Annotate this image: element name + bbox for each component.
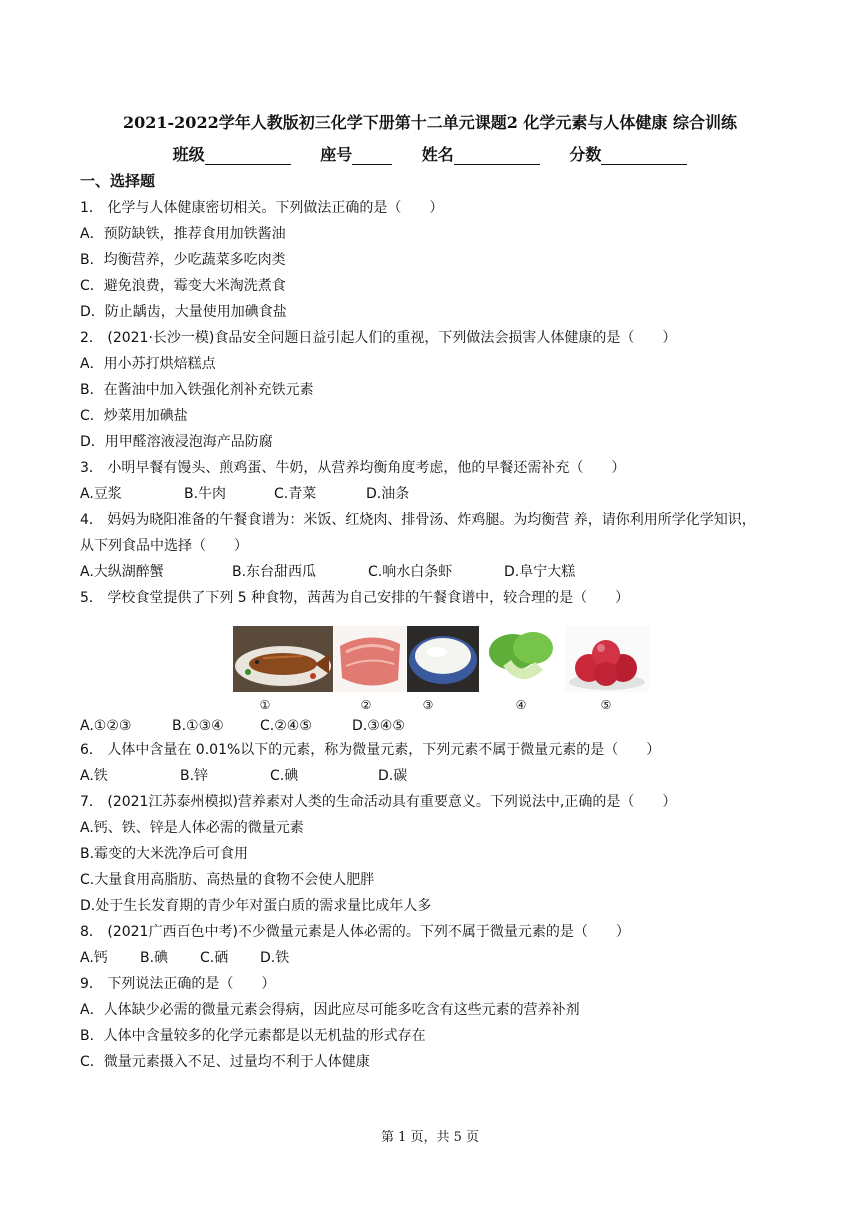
option: B．在酱油中加入铁强化剂补充铁元素: [80, 382, 314, 398]
option: D.碳: [378, 768, 408, 784]
option: C．微量元素摄入不足、过量均不利于人体健康: [80, 1054, 370, 1070]
option: C.硒: [200, 950, 229, 966]
options-row: [80, 562, 575, 582]
question-stem-continued: 从下列食品中选择（ ）: [80, 538, 248, 554]
page-footer: 第 1 页，共 5 页: [380, 1130, 480, 1145]
option: B．人体中含量较多的化学元素都是以无机盐的形式存在: [80, 1028, 426, 1044]
option: B.东台甜西瓜: [232, 564, 317, 580]
option: A.钙、铁、锌是人体必需的微量元素: [80, 820, 304, 836]
options-row: [80, 948, 289, 968]
option: A．用小苏打烘焙糕点: [80, 356, 216, 372]
option: B.锌: [180, 768, 209, 784]
option: D．防止龋齿，大量使用加碘食盐: [80, 304, 287, 320]
seat-field[interactable]: 座号: [320, 142, 392, 165]
option: D．用甲醛溶液浸泡海产品防腐: [80, 434, 273, 450]
apples-image: [565, 626, 649, 692]
option: A.大纵湖醉蟹: [80, 564, 164, 580]
options-row: [80, 484, 409, 504]
bok-choy-image: [483, 626, 559, 692]
option: B．均衡营养，少吃蔬菜多吃肉类: [80, 252, 286, 268]
image-label: ④: [515, 698, 527, 712]
question-stem: 9． 下列说法正确的是（ ）: [80, 976, 276, 992]
option: C.碘: [270, 768, 299, 784]
question-stem: 8． (2021广西百色中考)不少微量元素是人体必需的。下列不属于微量元素的是（ ）: [80, 924, 630, 940]
option: A.①②③: [80, 718, 132, 734]
image-label: ③: [422, 698, 434, 712]
question-stem: 6． 人体中含量在 0.01%以下的元素，称为微量元素，下列元素不属于微量元素的是（ ）: [80, 742, 661, 758]
rice-bowl-image: [407, 626, 479, 692]
option: A.钙: [80, 950, 108, 966]
image-label: ②: [360, 698, 372, 712]
student-info-row: [0, 142, 860, 165]
option: C．避免浪费，霉变大米淘洗煮食: [80, 278, 286, 294]
option: B.①③④: [172, 718, 224, 734]
option: C.②④⑤: [260, 718, 312, 734]
raw-meat-image: [334, 626, 406, 692]
question-stem: 7． (2021江苏泰州模拟)营养素对人类的生命活动具有重要意义。下列说法中,正确的是（ ）: [80, 794, 677, 810]
name-field[interactable]: 姓名: [422, 142, 540, 165]
option: D.处于生长发育期的青少年对蛋白质的需求量比成年人多: [80, 898, 432, 914]
question-stem: 2． (2021·长沙一模)食品安全问题日益引起人们的重视，下列做法会损害人体健康的是（ ）: [80, 330, 677, 346]
option: A.铁: [80, 768, 108, 784]
option: D.油条: [366, 486, 410, 502]
option: B.牛肉: [184, 486, 227, 502]
option: D.阜宁大糕: [504, 564, 576, 580]
option: D.铁: [260, 950, 290, 966]
option: C.青菜: [274, 486, 317, 502]
food-images: [233, 626, 653, 718]
options-row: [80, 766, 407, 786]
option: B.碘: [140, 950, 169, 966]
document-title: 2021-2022学年人教版初三化学下册第十二单元课题2 化学元素与人体健康 综合训练: [123, 113, 737, 132]
option: C.大量食用高脂肪、高热量的食物不会使人肥胖: [80, 872, 375, 888]
fish-dish-image: [233, 626, 333, 692]
option: C．炒菜用加碘盐: [80, 408, 188, 424]
option: A．预防缺铁，推荐食用加铁酱油: [80, 226, 286, 242]
option: B.霉变的大米洗净后可食用: [80, 846, 249, 862]
option: A.豆浆: [80, 486, 122, 502]
question-stem: 1． 化学与人体健康密切相关。下列做法正确的是（ ）: [80, 200, 444, 216]
image-label: ①: [259, 698, 271, 712]
option: D.③④⑤: [352, 718, 405, 734]
image-label: ⑤: [600, 698, 612, 712]
class-field[interactable]: 班级: [173, 142, 291, 165]
options-row: [80, 716, 405, 736]
score-field[interactable]: 分数: [569, 142, 687, 165]
section-heading: 一、选择题: [80, 172, 156, 190]
question-stem: 4． 妈妈为晓阳准备的午餐食谱为：米饭、红烧肉、排骨汤、炸鸡腿。为均衡营 养，请你利用所学化学知识，: [80, 512, 756, 528]
question-stem: 5． 学校食堂提供了下列 5 种食物，茜茜为自己安排的午餐食谱中，较合理的是（ ）: [80, 590, 630, 606]
question-stem: 3． 小明早餐有馒头、煎鸡蛋、牛奶，从营养均衡角度考虑，他的早餐还需补充（ ）: [80, 460, 626, 476]
option: A．人体缺少必需的微量元素会得病，因此应尽可能多吃含有这些元素的营养补剂: [80, 1002, 580, 1018]
option: C.响水白条虾: [368, 564, 453, 580]
